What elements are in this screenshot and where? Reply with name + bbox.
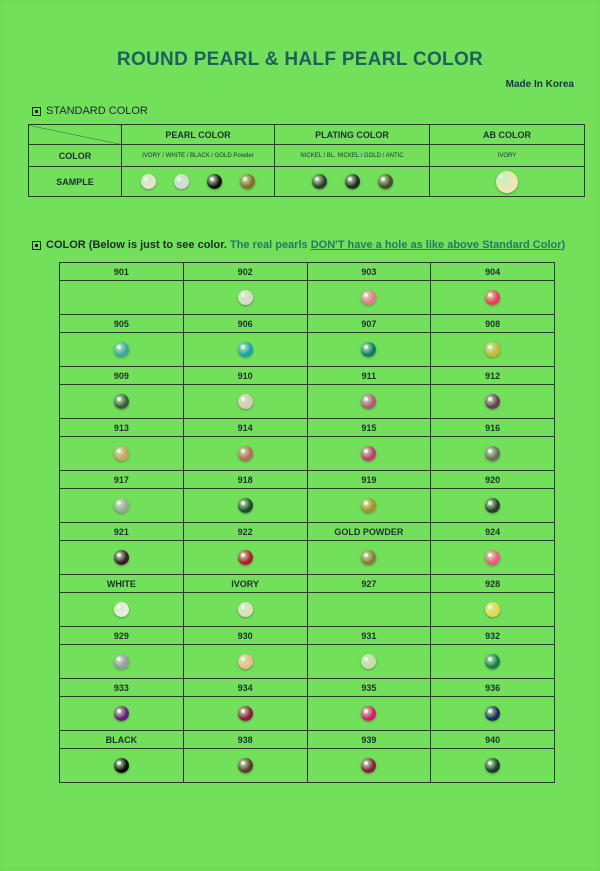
- pearl-swatch: [485, 290, 500, 305]
- group-ab-color: AB COLOR: [430, 125, 585, 145]
- color-label-row: [60, 471, 555, 489]
- plating-color-names: NICKEL / BL. NICKEL / GOLD / ANTIC: [275, 145, 430, 167]
- color-label-row: [60, 263, 555, 281]
- pearl-swatch: [238, 394, 253, 409]
- pearl-swatch: [114, 550, 129, 565]
- pearl-swatch: [114, 706, 129, 721]
- color-sample-cell: [183, 333, 307, 367]
- pearl-swatch: [361, 550, 376, 565]
- color-sample-row: [60, 281, 555, 315]
- color-code-label: 904: [431, 263, 555, 281]
- color-label-row: [60, 523, 555, 541]
- color-sample-cell: [183, 281, 307, 315]
- pearl-swatch: [485, 498, 500, 513]
- pearl-sample-gold: [240, 174, 255, 189]
- color-sample-cell: [431, 697, 555, 731]
- pearl-swatch: [485, 550, 500, 565]
- color-label-row: [60, 731, 555, 749]
- square-bullet-icon: [32, 241, 41, 250]
- color-sample-row: [60, 385, 555, 419]
- color-code-label: 903: [307, 263, 431, 281]
- color-code-label: 909: [60, 367, 184, 385]
- color-sample-cell: [307, 697, 431, 731]
- color-code-label: 914: [183, 419, 307, 437]
- color-sample-cell: [183, 593, 307, 627]
- color-sample-row: [60, 489, 555, 523]
- color-code-label: 906: [183, 315, 307, 333]
- pearl-swatch: [114, 446, 129, 461]
- pearl-swatch: [114, 602, 129, 617]
- color-label-row: [60, 627, 555, 645]
- group-pearl-color: PEARL COLOR: [122, 125, 275, 145]
- color-sample-cell: [431, 645, 555, 679]
- color-code-label: 910: [183, 367, 307, 385]
- pearl-swatch: [238, 342, 253, 357]
- color-sample-row: [60, 645, 555, 679]
- color-code-label: BLACK: [60, 731, 184, 749]
- pearl-swatch: [361, 654, 376, 669]
- pearl-swatch: [238, 706, 253, 721]
- pearl-swatch: [238, 550, 253, 565]
- color-sample-cell: [60, 697, 184, 731]
- pearl-swatch: [485, 446, 500, 461]
- color-sample-cell: [183, 489, 307, 523]
- color-code-label: 901: [60, 263, 184, 281]
- color-chart-sheet: [4, 4, 596, 867]
- pearl-swatch: [485, 394, 500, 409]
- color-sample-cell: [60, 281, 184, 315]
- color-sample-cell: [60, 385, 184, 419]
- color-sample-cell: [431, 489, 555, 523]
- color-code-label: 939: [307, 731, 431, 749]
- color-sample-row: [60, 541, 555, 575]
- pearl-swatch: [114, 498, 129, 513]
- square-bullet-icon: [32, 107, 41, 116]
- pearl-swatch: [238, 446, 253, 461]
- ab-samples: [430, 167, 585, 197]
- pearl-swatch: [485, 342, 500, 357]
- color-code-label: 928: [431, 575, 555, 593]
- color-sample-cell: [60, 593, 184, 627]
- pearl-swatch: [114, 394, 129, 409]
- color-code-label: 905: [60, 315, 184, 333]
- color-sample-cell: [431, 749, 555, 783]
- pearl-swatch: [485, 654, 500, 669]
- color-sample-cell: [307, 541, 431, 575]
- standard-color-heading: STANDARD COLOR: [32, 105, 148, 117]
- pearl-swatch: [361, 446, 376, 461]
- color-code-label: 902: [183, 263, 307, 281]
- color-sample-cell: [307, 437, 431, 471]
- pearl-swatch: [485, 706, 500, 721]
- pearl-swatch: [238, 290, 253, 305]
- color-sample-row: [60, 333, 555, 367]
- color-code-label: 931: [307, 627, 431, 645]
- color-label-row: [60, 315, 555, 333]
- color-code-label: 934: [183, 679, 307, 697]
- color-code-label: 916: [431, 419, 555, 437]
- plating-sample-gold: [378, 174, 393, 189]
- color-sample-row: [60, 593, 555, 627]
- color-code-label: 911: [307, 367, 431, 385]
- color-code-label: 912: [431, 367, 555, 385]
- color-sample-cell: [431, 281, 555, 315]
- pearl-samples: [122, 167, 275, 197]
- color-sample-row: [60, 437, 555, 471]
- color-sample-cell: [307, 385, 431, 419]
- color-sample-cell: [307, 333, 431, 367]
- pearl-swatch: [361, 290, 376, 305]
- color-sample-cell: [307, 281, 431, 315]
- pearl-swatch: [485, 758, 500, 773]
- color-label-row: [60, 367, 555, 385]
- color-code-label: WHITE: [60, 575, 184, 593]
- color-sample-cell: [183, 437, 307, 471]
- pearl-swatch: [485, 602, 500, 617]
- color-sample-cell: [431, 593, 555, 627]
- color-code-label: 940: [431, 731, 555, 749]
- pearl-swatch: [238, 498, 253, 513]
- pearl-swatch: [238, 602, 253, 617]
- color-code-label: 924: [431, 523, 555, 541]
- color-sample-cell: [60, 489, 184, 523]
- color-sample-cell: [183, 541, 307, 575]
- pearl-sample-black: [207, 174, 222, 189]
- color-code-label: 932: [431, 627, 555, 645]
- pearl-color-names: IVORY / WHITE / BLACK / GOLD Powder: [122, 145, 275, 167]
- color-code-label: GOLD POWDER: [307, 523, 431, 541]
- pearl-swatch: [114, 342, 129, 357]
- diagonal-header-cell: [29, 125, 122, 145]
- color-sample-cell: [183, 749, 307, 783]
- color-sample-row: [60, 749, 555, 783]
- pearl-swatch: [361, 706, 376, 721]
- color-code-label: 929: [60, 627, 184, 645]
- pearl-swatch: [238, 654, 253, 669]
- color-code-label: 921: [60, 523, 184, 541]
- color-label-row: [60, 419, 555, 437]
- color-code-label: 933: [60, 679, 184, 697]
- row-label-sample: SAMPLE: [29, 167, 122, 197]
- plating-sample-bl-nickel: [345, 174, 360, 189]
- ab-color-names: IVORY: [430, 145, 585, 167]
- pearl-sample-ivory: [141, 174, 156, 189]
- color-sample-cell: [60, 749, 184, 783]
- color-sample-cell: [431, 541, 555, 575]
- color-sample-cell: [60, 437, 184, 471]
- pearl-swatch: [114, 654, 129, 669]
- color-sample-cell: [307, 749, 431, 783]
- color-sample-cell: [431, 333, 555, 367]
- pearl-swatch: [361, 498, 376, 513]
- color-code-label: 920: [431, 471, 555, 489]
- color-code-label: 922: [183, 523, 307, 541]
- pearl-swatch: [114, 758, 129, 773]
- standard-color-table: [28, 124, 585, 197]
- pearl-swatch: [361, 342, 376, 357]
- plating-samples: [275, 167, 430, 197]
- color-code-label: 930: [183, 627, 307, 645]
- color-code-label: 919: [307, 471, 431, 489]
- color-code-label: 918: [183, 471, 307, 489]
- pearl-swatch: [238, 758, 253, 773]
- color-sample-cell: [60, 333, 184, 367]
- color-sample-cell: [183, 645, 307, 679]
- color-code-label: IVORY: [183, 575, 307, 593]
- color-sample-cell: [431, 385, 555, 419]
- group-plating-color: PLATING COLOR: [275, 125, 430, 145]
- color-code-label: 913: [60, 419, 184, 437]
- color-code-label: 938: [183, 731, 307, 749]
- color-code-label: 936: [431, 679, 555, 697]
- color-label-row: [60, 575, 555, 593]
- page-title: ROUND PEARL & HALF PEARL COLOR: [116, 49, 484, 70]
- color-sample-cell: [307, 593, 431, 627]
- plating-sample-nickel: [312, 174, 327, 189]
- color-sample-row: [60, 697, 555, 731]
- color-grid-table: [59, 262, 555, 783]
- row-label-color: COLOR: [29, 145, 122, 167]
- color-sample-cell: [183, 385, 307, 419]
- ab-sample-ivory: [496, 171, 518, 193]
- color-label-row: [60, 679, 555, 697]
- pearl-swatch: [361, 758, 376, 773]
- pearl-sample-white: [174, 174, 189, 189]
- color-code-label: 907: [307, 315, 431, 333]
- color-sample-cell: [60, 645, 184, 679]
- color-code-label: 935: [307, 679, 431, 697]
- made-in-label: Made In Korea: [505, 79, 574, 90]
- pearl-swatch: [361, 394, 376, 409]
- color-code-label: 915: [307, 419, 431, 437]
- color-code-label: 927: [307, 575, 431, 593]
- color-sample-cell: [183, 697, 307, 731]
- color-sample-cell: [307, 489, 431, 523]
- color-code-label: 917: [60, 471, 184, 489]
- color-sample-cell: [431, 437, 555, 471]
- color-sample-cell: [307, 645, 431, 679]
- color-sample-cell: [60, 541, 184, 575]
- color-section-heading: COLOR (Below is just to see color. The real pearls DON'T have a hole as like above Standard Color): [32, 239, 565, 251]
- color-code-label: 908: [431, 315, 555, 333]
